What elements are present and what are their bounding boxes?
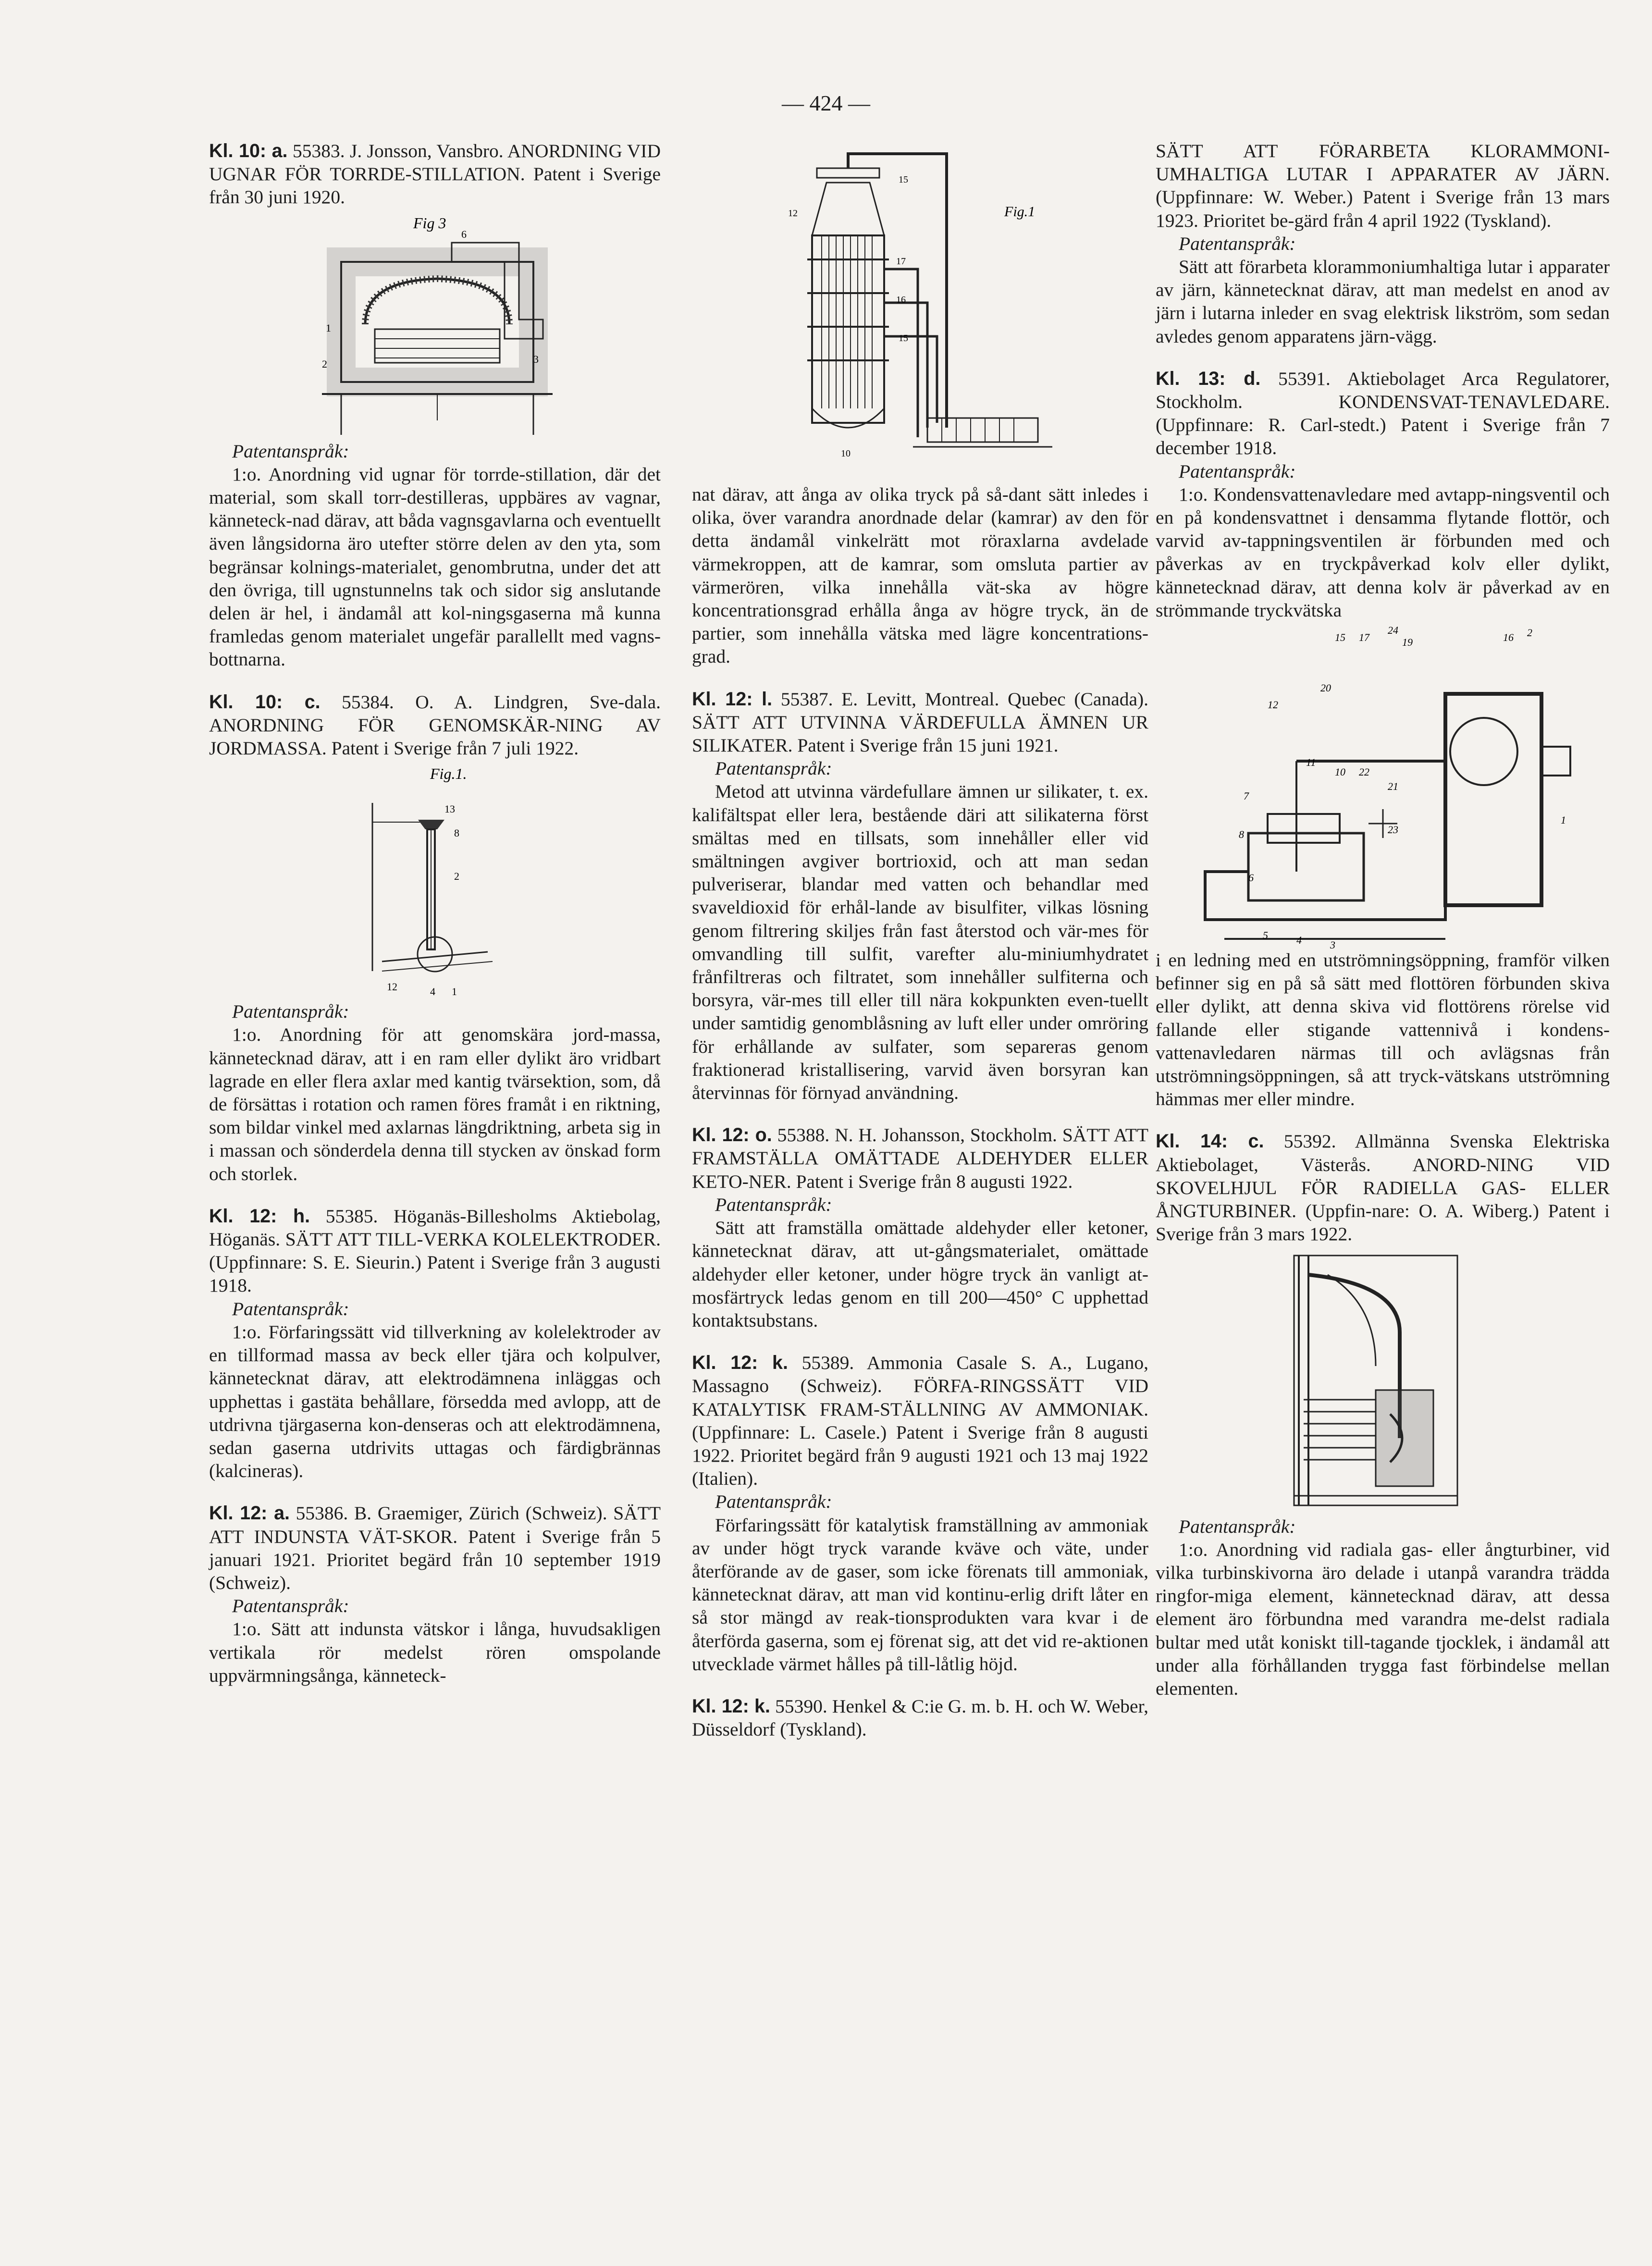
svg-text:2: 2 — [454, 870, 459, 883]
svg-text:17: 17 — [896, 256, 906, 267]
entry-55387-header — [692, 688, 1148, 757]
claims-heading: Patentanspråk: — [232, 1595, 349, 1617]
claim-text: 1:o. Anordning vid radiala gas- eller ångturbiner, vid vilka turbinskivorna äro delade i utanpå varandra trädda ringfor-miga element, kännetecknad därav, att dessa element äro förbundna med varandra me-delst radiala bultar med utåt koniskt till-tagande tjocklek, i ändamål att under alla förhållanden trygga fast förbindelse mellan elementen. — [1156, 1539, 1610, 1699]
svg-text:10: 10 — [841, 448, 851, 459]
svg-text:16: 16 — [896, 295, 906, 305]
claim-text: Sätt att framställa omättade aldehyder eller ketoner, kännetecknat därav, att ut-gångsmaterialet, omättade aldehyder eller ketoner, under högre tryck än vanligt at-mosfärtryck ledas genom en till 200—450° C upphettad kontaktsubstans. — [692, 1217, 1148, 1331]
claims-heading: Patentanspråk: — [232, 440, 349, 462]
claims-heading: Patentanspråk: — [1179, 1515, 1296, 1537]
entry-55385-header — [209, 1205, 661, 1297]
claims-heading: Patentanspråk: — [715, 1491, 832, 1513]
entry-55390-continuation: SÄTT ATT FÖRARBETA KLORAMMONI-UMHALTIGA LUTAR I APPARATER AV JÄRN. (Uppfinnare: W. Weber.) Patent i Sverige från 13 mars 1923. Prioritet be-gärd från 4 april 1922 (Tyskland). — [1156, 140, 1610, 231]
entry-55383-header — [209, 139, 661, 209]
claim-text: 1:o. Anordning vid ugnar för torrde-stillation, där det material, som skall torr-destilleras, uppbäres av vagnar, känneteck-nad därav, att båda vagnsgavlarna och eventuellt även långsidorna äro utefter större delen av den yta, som begränsar kolnings-materialet, genombrutna, under det att den övriga, till ugnstunnelns tak och sidor sig anslutande delen är hel, i ändamål att kol-ningsgaserna må kunna framledas genom materialet ungefär parallellt med vagns-bottnarna. — [209, 463, 661, 670]
figure-oven — [293, 209, 577, 440]
svg-text:23: 23 — [1387, 824, 1398, 836]
svg-text:12: 12 — [788, 208, 798, 219]
svg-text:15: 15 — [899, 333, 908, 344]
svg-text:12: 12 — [387, 981, 397, 993]
figure-condensate-drain — [1176, 622, 1590, 948]
svg-text:4: 4 — [1296, 934, 1302, 947]
entry-55386-header — [209, 1502, 661, 1594]
claim-text: 1:o. Kondensvattenavledare med avtapp-ningsventil och en på kondensvattnet i densamma flytande flottör, och varvid av-tappningsventilen är förbunden med och påverkas av en tryckpåverkad kolv eller dylikt, kännetecknad därav, att denna kolv är påverkad av en strömmande tryckvätska — [1156, 483, 1610, 621]
claims-heading: Patentanspråk: — [1179, 460, 1296, 482]
svg-text:16: 16 — [1503, 631, 1514, 644]
svg-text:7: 7 — [1243, 790, 1249, 802]
svg-text:1: 1 — [452, 985, 457, 998]
column-right — [1156, 139, 1610, 1700]
figure-label: Fig 3 — [413, 214, 446, 232]
figure-evaporator — [754, 139, 1091, 476]
entry-55384-header — [209, 690, 661, 760]
claim-text: 1:o. Förfaringssätt vid tillverkning av kolelektroder av en tillformad massa av beck eller tjära och kolpulver, kännetecknat därav, att elektrodämnena inläggas och upphettas i gastäta behållare, försedda med avlopp, att de utdrivna tjärgaserna kon-denseras och att elektrodämnena, sedan gaserna utdrivits uttagas och färdigbrännas (kalcineras). — [209, 1321, 661, 1482]
svg-text:17: 17 — [1358, 631, 1369, 644]
svg-text:10: 10 — [1334, 766, 1345, 778]
svg-text:1: 1 — [1560, 814, 1566, 826]
svg-text:22: 22 — [1358, 766, 1369, 778]
entry-text: 55392. Allmänna Svenska Elektriska Aktiebolaget, Västerås. ANORD-NING VID SKOVELHJUL FÖR RADIELLA GAS- ELLER ÅNGTURBINER. (Uppfin-nare: O. A. Wiberg.) Patent i Sverige från 3 mars 1922. — [1156, 1131, 1610, 1245]
claim-text: Sätt att förarbeta klorammoniumhaltiga lutar i apparater av järn, kännetecknat därav, att man medelst en anod av järn i lutarna inleder en svag elektrisk likström, som sedan avledes genom apparatens järn-vägg. — [1156, 256, 1610, 347]
svg-text:6: 6 — [1248, 872, 1254, 884]
entry-text: 55384. O. A. Lindgren, Sve-dala. ANORDNING FÖR GENOMSKÄR-NING AV JORDMASSA. Patent i Sverige från 7 juli 1922. — [209, 691, 661, 759]
figure-turbine — [1280, 1246, 1486, 1515]
entry-text: 55390. Henkel & C:ie G. m. b. H. och W. Weber, Düsseldorf (Tyskland). — [692, 1695, 1148, 1740]
entry-text: 55385. Höganäs-Billesholms Aktiebolag, Höganäs. SÄTT ATT TILL-VERKA KOLELEKTRODER. (Uppfinnare: S. E. Sieurin.) Patent i Sverige från 3 augusti 1918. — [209, 1205, 661, 1296]
claim-continuation: i en ledning med en utströmningsöppning, framför vilken befinner sig en på så sätt med flottören förbunden skiva eller dylikt, att denna skiva vid flottörens rörelse vid fallande eller stigande vattennivå i kondens-vattenavledaren närmas till och avlägsnas från utströmningsöppningen, så att tryck-vätskans utströmning hämmas mer eller mindre. — [1156, 949, 1610, 1110]
svg-text:13: 13 — [444, 803, 455, 815]
entry-text: 55389. Ammonia Casale S. A., Lugano, Massagno (Schweiz). FÖRFA-RINGSSÄTT VID KATALYTISK FRAM-STÄLLNING AV AMMONIAK. (Uppfinnare: L. Casele.) Patent i Sverige från 8 augusti 1922. Prioritet begärd från 9 augusti 1921 och 13 maj 1922 (Italien). — [692, 1352, 1148, 1490]
entry-text: 55386. B. Graemiger, Zürich (Schweiz). SÄTT ATT INDUNSTA VÄT-SKOR. Patent i Sverige från 5 januari 1921. Prioritet begärd från 10 september 1919 (Schweiz). — [209, 1502, 661, 1593]
svg-text:4: 4 — [430, 985, 435, 998]
svg-text:15: 15 — [899, 174, 908, 185]
svg-text:12: 12 — [1267, 699, 1278, 711]
entry-class: Kl. 12: o. — [692, 1124, 772, 1146]
claims-heading: Patentanspråk: — [1179, 233, 1296, 254]
figure-label: Fig.1. — [430, 765, 467, 783]
claim-text: Metod att utvinna värdefullare ämnen ur silikater, t. ex. kalifältspat eller lera, bestående däri att silikaterna först smältas med en tillsats, som innehåller eller vid smältningen avgiver bortrioxid, och att man sedan pulveriserar, blandar med vatten och behandlar med svaveldioxid för erhål-lande av bisulfiter, vilkas lösning genom filtrering skiljes från fast återstod och vär-mes för omvandling till sulfit, varefter alu-miniumhydratet frånfiltreras och filtratet, som innehåller sulfiterna och borsyra, vär-mes till eller till nära kokpunkten even-tuellt under samtidig genomblåsning av luft eller under omröring för erhållande av sulfater, som separeras genom fraktionerad kristallisering, varvid även borsyran kan återvinnas för förnyad användning. — [692, 781, 1148, 1104]
svg-text:8: 8 — [454, 827, 459, 839]
svg-text:19: 19 — [1402, 636, 1413, 649]
column-middle — [692, 483, 1148, 1741]
claims-heading: Patentanspråk: — [232, 1001, 349, 1022]
entry-class: Kl. 13: d. — [1156, 368, 1261, 389]
claims-heading: Patentanspråk: — [715, 1194, 832, 1215]
claim-text: 1:o. Sätt att indunsta vätskor i långa, huvudsakligen vertikala rör medelst rören omspolande uppvärmningsånga, känneteck- — [209, 1618, 661, 1686]
claim-text: 1:o. Anordning för att genomskära jord-massa, kännetecknad därav, att i en ram eller dylikt äro vridbart lagrade en eller flera axlar med kantig tvärsektion, som, då de försättas i rotation och ramen föres framåt i en riktning, som bildar vinkel med axlarnas längdriktning, arbeta sig in i massan och sönderdela denna till stycken av önskad form och storlek. — [209, 1024, 661, 1184]
claims-heading: Patentanspråk: — [232, 1298, 349, 1319]
svg-text:3: 3 — [1330, 939, 1335, 949]
svg-text:2: 2 — [322, 357, 327, 370]
figure-soil-cutter — [334, 760, 536, 1000]
entry-55392-header — [1156, 1130, 1610, 1245]
svg-text:20: 20 — [1320, 682, 1331, 694]
svg-text:1: 1 — [326, 321, 331, 334]
svg-text:24: 24 — [1387, 624, 1398, 637]
page-number: — 424 — — [782, 91, 870, 115]
entry-class: Kl. 12: k. — [692, 1352, 788, 1374]
entry-class: Kl. 12: k. — [692, 1695, 770, 1717]
claim-continuation: nat därav, att ånga av olika tryck på så-dant sätt inledes i olika, över varandra anordnade delar (kamrar) av den för detta ändamål vinkelrätt mot röraxlarna avdelade värmekroppen, att de kamrar, som omsluta partier av värmerören, vilka innehålla vät-ska av högre koncentrationsgrad erhålla ånga av högre tryck, än de partier, som innehålla vätska med lägre koncentrations-grad. — [692, 484, 1148, 667]
entry-text: 55383. J. Jonsson, Vansbro. ANORDNING VID UGNAR FÖR TORRDE-STILLATION. Patent i Sverige från 30 juni 1920. — [209, 140, 661, 208]
claim-text: Förfaringssätt för katalytisk framställning av ammoniak av under högt tryck varande kväve och väte, under återförande av de gaser, som icke förenats till ammoniak, kännetecknat därav, att man vid kontinu-erlig drift låter en så stor mängd av reak-tionsprodukten vara kvar i de återförda gaserna, som ej förenat sig, att det vid re-aktionen utvecklade värmet hålles på till-låtlig höjd. — [692, 1514, 1148, 1675]
svg-text:15: 15 — [1334, 631, 1345, 644]
svg-text:2: 2 — [1527, 627, 1532, 639]
entry-55389-header — [692, 1351, 1148, 1490]
entry-55388-header — [692, 1123, 1148, 1193]
entry-class: Kl. 12: l. — [692, 688, 773, 710]
entry-text: 55388. N. H. Johansson, Stockholm. SÄTT ATT FRAMSTÄLLA OMÄTTADE ALDEHYDER ELLER KETO-NER. Patent i Sverige från 8 augusti 1922. — [692, 1124, 1148, 1192]
entry-text: 55387. E. Levitt, Montreal. Quebec (Canada). SÄTT ATT UTVINNA VÄRDEFULLA ÄMNEN UR SILIKATER. Patent i Sverige från 15 juni 1921. — [692, 688, 1149, 756]
figure-label: Fig.1 — [1004, 204, 1036, 220]
svg-text:3: 3 — [533, 353, 539, 365]
entry-55391-header — [1156, 367, 1610, 460]
svg-text:5: 5 — [1262, 929, 1268, 942]
entry-class: Kl. 10: c. — [209, 691, 321, 713]
svg-text:11: 11 — [1306, 756, 1316, 769]
claims-heading: Patentanspråk: — [715, 758, 832, 779]
entry-class: Kl. 12: a. — [209, 1502, 290, 1524]
svg-text:8: 8 — [1238, 828, 1244, 841]
svg-text:21: 21 — [1387, 780, 1398, 793]
entry-55390-header — [692, 1695, 1148, 1741]
entry-class: Kl. 14: c. — [1156, 1131, 1264, 1152]
entry-class: Kl. 12: h. — [209, 1205, 310, 1227]
column-left — [209, 139, 661, 1687]
entry-class: Kl. 10: a. — [209, 140, 288, 161]
svg-text:6: 6 — [461, 228, 467, 240]
entry-text: 55391. Aktiebolaget Arca Regulatorer, Stockholm. KONDENSVAT-TENAVLEDARE. (Uppfinnare: R. Carl-stedt.) Patent i Sverige från 7 december 1918. — [1156, 368, 1610, 459]
